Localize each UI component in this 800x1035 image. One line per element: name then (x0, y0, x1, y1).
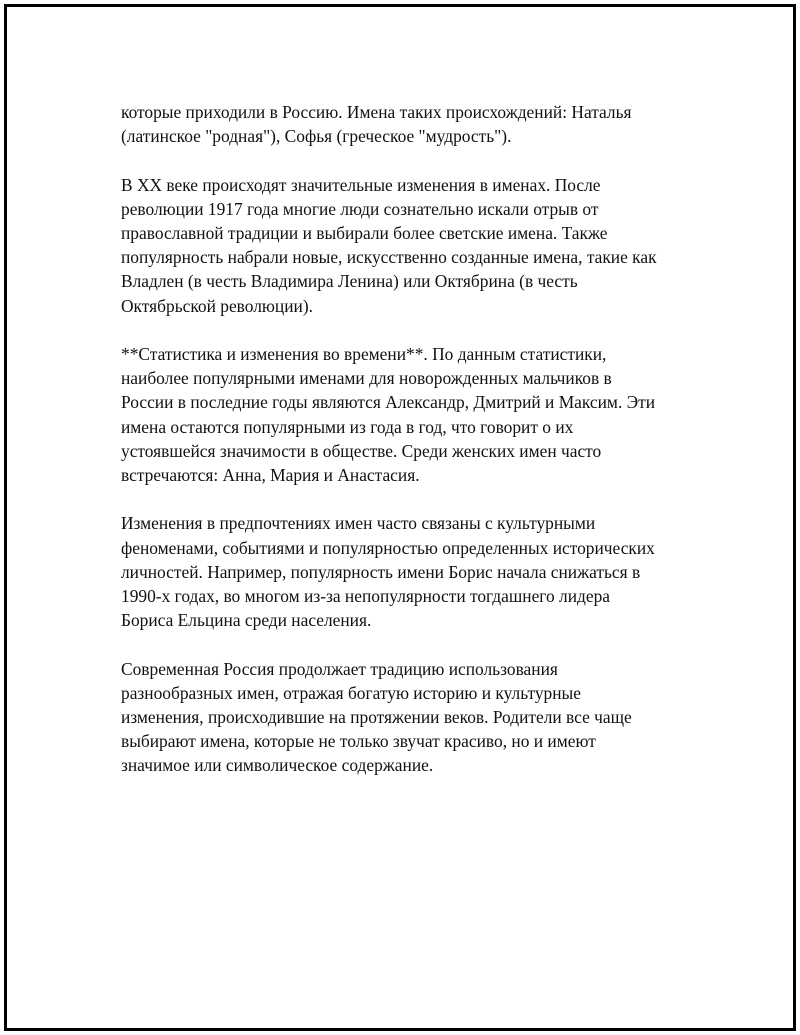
text-line: (латинское "родная"), Софья (греческое "мудрость"). (121, 126, 512, 147)
text-line: православной традиции и выбирали более светские имена. Также (121, 223, 608, 243)
text-line: феноменами, событиями и популярностью определенных исторических (121, 537, 655, 558)
text-line: значимое или символическое содержание. (121, 755, 434, 776)
paragraph-20th-century (121, 173, 691, 318)
paragraph-statistics (121, 342, 691, 487)
text-line: Октябрьской революции). (121, 295, 313, 316)
document-body (121, 100, 691, 802)
text-line: революции 1917 года многие люди сознательно искали отрыв от (121, 198, 599, 219)
text-line: разнообразных имен, отражая богатую историю и культурные (121, 682, 581, 703)
document-page (4, 4, 796, 1031)
paragraph-modern-russia (121, 657, 691, 778)
paragraph-name-origins (121, 100, 691, 148)
text-line: Владлен (в честь Владимира Ленина) или Октябрина (в честь (121, 271, 578, 292)
text-line: Бориса Ельцина среди населения. (121, 610, 372, 631)
text-line: 1990-х годах, во многом из-за непопулярности тогдашнего лидера (121, 586, 610, 607)
text-line: Изменения в предпочтениях имен часто связаны с культурными (121, 513, 596, 534)
text-line: выбирают имена, которые не только звучат красиво, но и имеют (121, 731, 596, 752)
text-line: России в последние годы являются Александр, Дмитрий и Максим. Эти (121, 392, 656, 413)
text-line: наиболее популярными именами для новорожденных мальчиков в (121, 368, 612, 389)
text-line: Современная Россия продолжает традицию использования (121, 658, 558, 679)
text-line: имена остаются популярными из года в год, что говорит о их (121, 416, 574, 437)
text-line: В XX веке происходят значительные изменения в именах. После (121, 174, 601, 195)
text-line: встречаются: Анна, Мария и Анастасия. (121, 465, 420, 486)
text-line: которые приходили в Россию. Имена таких происхождений: Наталья (121, 102, 632, 122)
text-line: **Статистика и изменения во времени**. По данным статистики, (121, 344, 607, 364)
text-line: изменения, происходившие на протяжении веков. Родители все чаще (121, 707, 632, 728)
text-line: популярность набрали новые, искусственно созданные имена, такие как (121, 247, 657, 268)
paragraph-preferences (121, 511, 691, 632)
text-line: устоявшейся значимости в обществе. Среди женских имен часто (121, 440, 602, 461)
text-line: личностей. Например, популярность имени Борис начала снижаться в (121, 561, 641, 582)
